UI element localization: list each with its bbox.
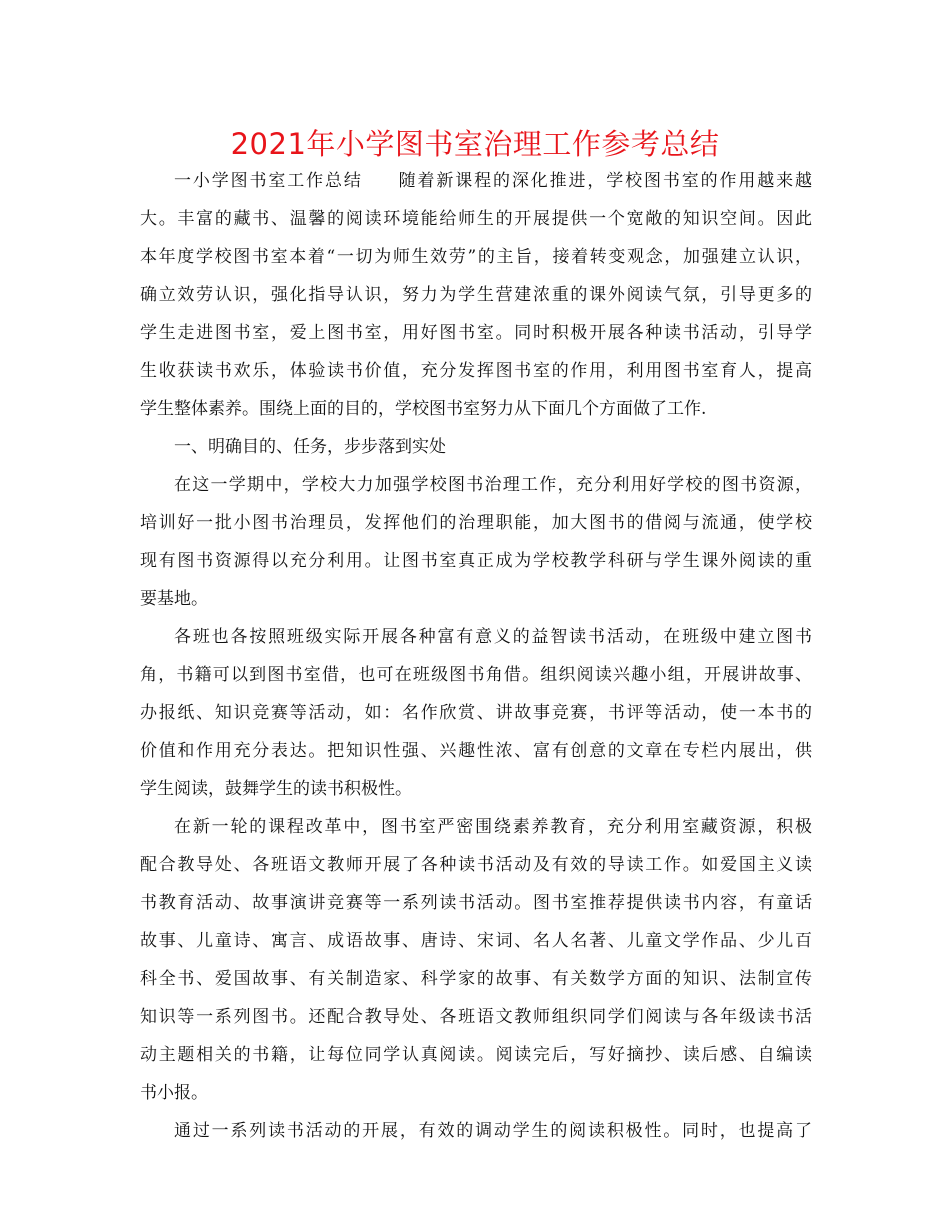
document-title: 2021年小学图书室治理工作参考总结 bbox=[230, 127, 720, 161]
text-line: 学生走进图书室，爱上图书室，用好图书室。同时积极开展各种读书活动，引导学 bbox=[140, 323, 812, 343]
text-line: 配合教导处、各班语文教师开展了各种读书活动及有效的导读工作。如爱国主义读 bbox=[140, 855, 812, 875]
text-line: 本年度学校图书室本着“一切为师生效劳”的主旨，接着转变观念，加强建立认识， bbox=[140, 247, 812, 267]
text-line: 在新一轮的课程改革中，图书室严密围绕素养教育，充分利用室藏资源，积极 bbox=[174, 817, 812, 837]
paragraph bbox=[140, 1112, 812, 1150]
text-line: 生收获读书欢乐，体验读书价值，充分发挥图书室的作用，利用图书室育人，提高 bbox=[140, 361, 812, 381]
text-line: 要基地。 bbox=[140, 589, 208, 609]
paragraph bbox=[140, 466, 812, 618]
section-label: 一小学图书室工作总结 bbox=[174, 171, 363, 191]
text-line: 动主题相关的书籍，让每位同学认真阅读。阅读完后，写好摘抄、读后感、自编读 bbox=[140, 1045, 812, 1065]
text-line: 一、明确目的、任务，步步落到实处 bbox=[174, 437, 446, 457]
text-line: 学生整体素养。围绕上面的目的，学校图书室努力从下面几个方面做了工作. bbox=[140, 399, 707, 419]
text-line: 各班也各按照班级实际开展各种富有意义的益智读书活动，在班级中建立图书 bbox=[174, 627, 812, 647]
text-line: 现有图书资源得以充分利用。让图书室真正成为学校教学科研与学生课外阅读的重 bbox=[140, 551, 812, 571]
text-line: 确立效劳认识，强化指导认识，努力为学生营建浓重的课外阅读气氛，引导更多的 bbox=[140, 285, 812, 305]
text-line: 价值和作用充分表达。把知识性强、兴趣性浓、富有创意的文章在专栏内展出，供 bbox=[140, 741, 812, 761]
text-line: 学生阅读，鼓舞学生的读书积极性。 bbox=[140, 779, 412, 799]
paragraph-intro bbox=[140, 162, 812, 428]
text-line: 书教育活动、故事演讲竞赛等一系列读书活动。图书室推荐提供读书内容，有童话 bbox=[140, 893, 812, 913]
text-line: 故事、儿童诗、寓言、成语故事、唐诗、宋词、名人名著、儿童文学作品、少儿百 bbox=[140, 931, 812, 951]
text-line: 大。丰富的藏书、温馨的阅读环境能给师生的开展提供一个宽敞的知识空间。因此 bbox=[140, 209, 812, 229]
text-line: 通过一系列读书活动的开展，有效的调动学生的阅读积极性。同时，也提高了 bbox=[174, 1121, 812, 1141]
paragraph bbox=[140, 808, 812, 1112]
text-line bbox=[140, 162, 812, 200]
text-line: 书小报。 bbox=[140, 1083, 208, 1103]
text-line: 科全书、爱国故事、有关制造家、科学家的故事、有关数学方面的知识、法制宣传 bbox=[140, 969, 812, 989]
paragraph bbox=[140, 618, 812, 808]
text-line: 在这一学期中，学校大力加强学校图书治理工作，充分利用好学校的图书资源， bbox=[174, 475, 812, 495]
document-body bbox=[140, 162, 812, 1150]
text-line: 办报纸、知识竞赛等活动，如：名作欣赏、讲故事竞赛，书评等活动，使一本书的 bbox=[140, 703, 812, 723]
text-fragment: 随着新课程的深化推进，学校图书室的作用越来越 bbox=[396, 171, 812, 191]
text-line: 角，书籍可以到图书室借，也可在班级图书角借。组织阅读兴趣小组，开展讲故事、 bbox=[140, 665, 812, 685]
section-heading bbox=[140, 428, 812, 466]
text-line: 知识等一系列图书。还配合教导处、各班语文教师组织同学们阅读与各年级读书活 bbox=[140, 1007, 812, 1027]
text-line: 培训好一批小图书治理员，发挥他们的治理职能，加大图书的借阅与流通，使学校 bbox=[140, 513, 812, 533]
